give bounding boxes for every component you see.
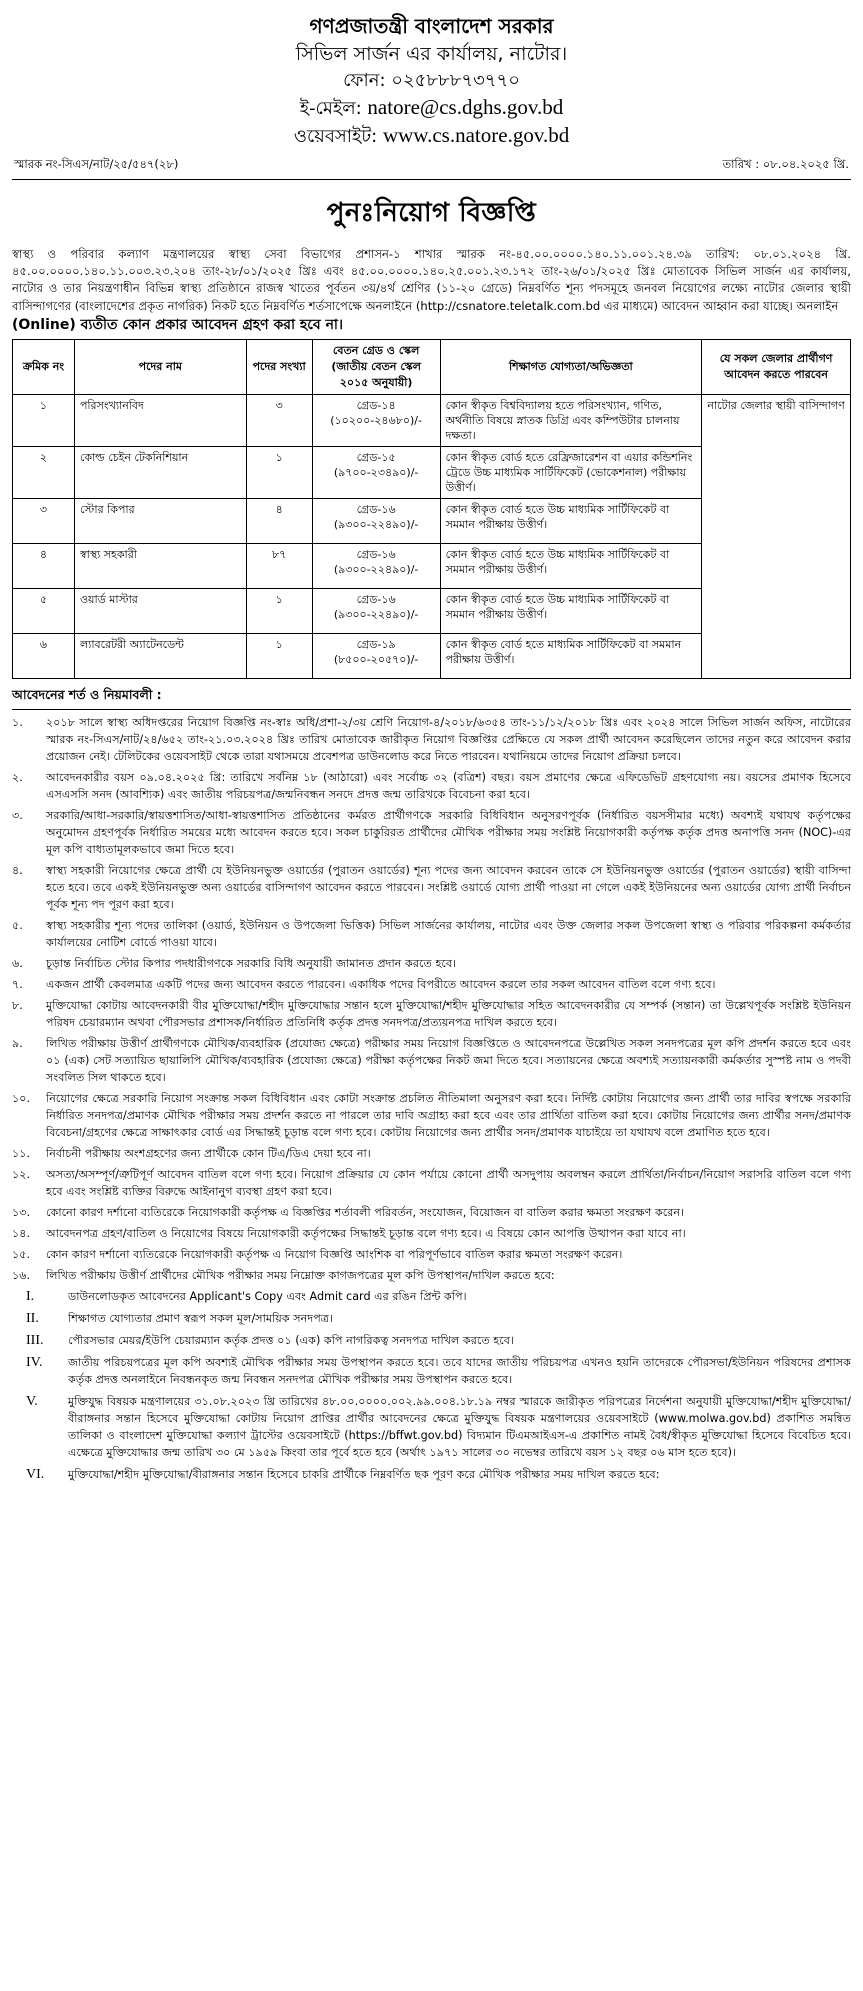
pay-scale: (৯৩০০-২২৪৯০)/- — [333, 562, 419, 576]
email-label: ই-মেইল: — [299, 98, 368, 119]
item-number: ৮. — [12, 998, 23, 1012]
cell-post: স্বাস্থ্য সহকারী — [74, 543, 246, 588]
grade-label: গ্রেড-১৬ — [356, 592, 396, 606]
item-number: I. — [26, 1288, 35, 1304]
cell-post: ওয়ার্ড মাস্টার — [74, 588, 246, 633]
col-header-qualification: শিক্ষাগত যোগ্যতা/অভিজ্ঞতা — [440, 339, 702, 394]
website-line — [12, 122, 851, 150]
item-number: VI. — [26, 1466, 45, 1482]
item-text: আবেদনকারীর বয়স ০৯.০৪.২০২৫ খ্রি: তারিখে সর্বনিম্ন ১৮ (আঠারো) এবং সর্বোচ্চ ৩২ (বত্রিশ) বছর। বয়স প্রমাণের ক্ষেত্রে এফিডেভিট গ্রহণযোগ্য নয়। বয়সের প্রমাণক হিসেবে এসএসসি সনদ (আবশ্যিক) এবং জাতীয় পরিচয়পত্র/জন্মনিবন্ধন সনদে প্রদত্ত জন্ম তারিখকে বিবেচনা করা হবে। — [46, 770, 851, 801]
item-number: ৭. — [12, 977, 23, 991]
cell-grade — [312, 498, 440, 543]
item-text: লিখিত পরীক্ষায় উত্তীর্ণ প্রার্থীগণকে মৌখিক/ব্যবহারিক (প্রযোজ্য ক্ষেত্রে) পরীক্ষার সময় নিয়োগ বিজ্ঞপ্তিতে ও আবেদনপত্রে উল্লেখিত সকল সনদপত্রের মূল কপি প্রদর্শন করতে হবে এবং ০১ (এক) সেট সত্যায়িত ছায়ালিপি মৌখিক/ব্যবহারিক (প্রযোজ্য ক্ষেত্রে) পরীক্ষা কর্তৃপক্ষের নিকট জমা দিতে হবে। সত্যায়নের ক্ষেত্রে অবশ্যই সত্যায়নকারী কর্মকর্তার সুস্পষ্ট নাম ও পদবী সংবলিত সিল থাকতে হবে। — [46, 1036, 851, 1084]
list-item — [12, 1310, 851, 1327]
header-divider — [12, 179, 851, 180]
item-number: ৬. — [12, 956, 23, 970]
vacancy-table — [12, 339, 851, 679]
website-address: www.cs.natore.gov.bd — [382, 123, 570, 147]
table-header-row — [13, 339, 851, 394]
list-item — [12, 1035, 851, 1086]
email-address: natore@cs.dghs.gov.bd — [367, 95, 564, 119]
item-text: কোন কারণ দর্শানো ব্যতিরেকে নিয়োগকারী কর্তৃপক্ষ এ নিয়োগ বিজ্ঞপ্তি আংশিক বা পরিপূর্ণভাবে বাতিল করার ক্ষমতা সংরক্ষণ করেন। — [46, 1247, 623, 1261]
item-number: ৫. — [12, 918, 23, 932]
cell-count: ১ — [246, 588, 312, 633]
grade-label: গ্রেড-১৪ — [356, 398, 396, 412]
email-line — [12, 94, 851, 122]
cell-post: ল্যাবরেটরী অ্যাটেনডেন্ট — [74, 633, 246, 678]
terms-list — [12, 714, 851, 1284]
col-header-district: যে সকল জেলার প্রার্থীগণ আবেদন করতে পারবেন — [702, 339, 851, 394]
item-number: ১. — [12, 715, 23, 729]
memo-row — [12, 156, 851, 175]
grade-label: গ্রেড-১৯ — [356, 637, 396, 651]
item-text: স্বাস্থ্য সহকারীর শূন্য পদের তালিকা (ওয়ার্ড, ইউনিয়ন ও উপজেলা ভিত্তিক) সিভিল সার্জনের কার্যালয়, নাটোর এবং উক্ত জেলার সকল উপজেলা স্বাস্থ্য ও পরিবার পরিকল্পনা কর্মকর্তার কার্যালয়ের নোটিশ বোর্ডে পাওয়া যাবে। — [46, 918, 851, 949]
item-text: মুক্তিযোদ্ধা কোটায় আবেদনকারী বীর মুক্তিযোদ্ধা/শহীদ মুক্তিযোদ্ধার সন্তান হলে মুক্তিযোদ্ধা/শহীদ মুক্তিযোদ্ধার সহিত আবেদনকারীর যে সম্পর্ক (সন্তান) তা উল্লেখপূর্বক সংশ্লিষ্ট ইউনিয়ন পরিষদ চেয়ারম্যান অথবা পৌরসভার প্রশাসক/নির্ধারিত প্রতিনিধি কর্তৃক প্রদত্ত সনদপত্র/প্রত্যয়নপত্র দাখিল করতে হবে। — [46, 998, 851, 1029]
document-checklist — [12, 1288, 851, 1483]
item-text: সরকারি/আধা-সরকারি/স্বায়ত্তশাসিত/আধা-স্বায়ত্তশাসিত প্রতিষ্ঠানের কর্মরত প্রার্থীগণকে সরকারি বিধিবিধান অনুসরণপূর্বক (নির্ধারিত বয়সসীমার মধ্যে) অবশ্যই যথাযথ কর্তৃপক্ষের অনুমোদন গ্রহণপূর্বক নির্ধারিত সময়ের মধ্যে আবেদন করতে হবে। সকল চাকুরিরত প্রার্থীদের মৌখিক পরীক্ষার সময় সংশ্লিষ্ট নিয়োগকারী কর্তৃপক্ষ কর্তৃক প্রদত্ত অনাপত্তি সনদ (NOC)-এর মূল কপি বাধ্যতামূলকভাবে জমা দিতে হবে। — [46, 808, 851, 856]
list-item — [12, 1246, 851, 1263]
item-number: ১৩. — [12, 1205, 31, 1219]
item-text: স্বাস্থ্য সহকারী নিয়োগের ক্ষেত্রে প্রার্থী যে ইউনিয়নভুক্ত ওয়ার্ডের (পুরাতন ওয়ার্ডের) শূন্য পদের জন্য আবেদন করবেন তাকে সে ইউনিয়নভুক্ত ওয়ার্ডের (পুরাতন ওয়ার্ডের) স্থায়ী বাসিন্দা হতে হবে। তবে একই ইউনিয়নভুক্ত অন্য ওয়ার্ডের বাসিন্দাগণ আবেদন করতে পারবেন। সংশ্লিষ্ট ওয়ার্ডে যোগ্য প্রার্থী পাওয়া না গেলে একই ইউনিয়নের অন্য ওয়ার্ডের যোগ্য প্রার্থী নির্বাচন পূর্বক শূন্য পদ পূরণ করা হবে। — [46, 863, 852, 911]
item-number: ২. — [12, 770, 23, 784]
item-number: ১৬. — [12, 1268, 31, 1282]
item-number: ১৪. — [12, 1226, 31, 1240]
notice-title: পুনঃনিয়োগ বিজ্ঞপ্তি — [326, 198, 537, 228]
cell-qualification: কোন স্বীকৃত বোর্ড হতে উচ্চ মাধ্যমিক সার্টিফিকেট বা সমমান পরীক্ষায় উত্তীর্ণ। — [440, 543, 702, 588]
col-header-count: পদের সংখ্যা — [246, 339, 312, 394]
cell-qualification: কোন স্বীকৃত বোর্ড হতে উচ্চ মাধ্যমিক সার্টিফিকেট বা সমমান পরীক্ষায় উত্তীর্ণ। — [440, 588, 702, 633]
item-number: V. — [26, 1393, 38, 1409]
item-number: IV. — [26, 1354, 43, 1370]
list-item — [12, 1354, 851, 1388]
cell-grade — [312, 394, 440, 446]
cell-count: ১ — [246, 446, 312, 498]
cell-post: কোল্ড চেইন টেকনিশিয়ান — [74, 446, 246, 498]
item-text: একজন প্রার্থী কেবলমাত্র একটি পদের জন্য আবেদন করতে পারবেন। একাধিক পদের বিপরীতে আবেদন করলে তার সকল আবেদন বাতিল বলে গণ্য হবে। — [46, 977, 716, 991]
cell-eligible-district: নাটোর জেলার স্থায়ী বাসিন্দাগণ — [702, 394, 851, 678]
item-text: নিয়োগের ক্ষেত্রে সরকারি নিয়োগ সংক্রান্ত সকল বিধিবিধান এবং কোটা সংক্রান্ত প্রচলিত নীতিমালা অনুসরণ করা হবে। নির্দিষ্ট কোটায় নিয়োগের জন্য প্রার্থী তার দাবির স্বপক্ষে সরকারি নির্ধারিত সনদপত্র/প্রমাণক মৌখিক পরীক্ষার সময় প্রদর্শন করতে না পারলে তার দাবি অগ্রাহ্য করা হবে এবং তার প্রার্থিতা বাতিল করা হবে। কোটায় নিয়োগের জন্য প্রার্থীর সনদ/প্রমাণক বিবেচনা/গ্রহণের ক্ষেত্রে সাক্ষাৎকার বোর্ড এর সিদ্ধান্তই চূড়ান্ত বলে গণ্য হবে। কোটায় নিয়োগের জন্য প্রার্থীর সনদ/প্রমাণক যাচাইয়ে তা যথাযথ বলে প্রমাণিত হতে হবে। — [46, 1091, 851, 1139]
list-item — [12, 1332, 851, 1349]
pay-scale: (৯৩০০-২২৪৯০)/- — [333, 517, 419, 531]
item-text: অসত্য/অসম্পূর্ণ/ত্রুটিপূর্ণ আবেদন বাতিল বলে গণ্য হবে। নিয়োগ প্রক্রিয়ার যে কোন পর্যায়ে কোনো প্রার্থী অসদুপায় অবলম্বন করলে প্রার্থিতা/নির্বাচন/নিয়োগ সরাসরি বাতিল বলে গণ্য হবে এবং সংশ্লিষ্ট ব্যক্তির বিরুদ্ধে আইনানুগ ব্যবস্থা গ্রহণ করা হবে। — [46, 1167, 851, 1198]
memo-ref: স্মারক নং-সিএস/নাট/২৫/৫৪৭(২৮) — [14, 157, 179, 171]
table-row — [13, 394, 851, 446]
item-number: ১০. — [12, 1091, 31, 1105]
item-number: ১১. — [12, 1146, 31, 1160]
pay-scale: (৯৩০০-২২৪৯০)/- — [333, 607, 419, 621]
phone-line: ফোন: ০২৫৮৮৮৭৩৭৭০ — [343, 70, 520, 91]
item-text: নির্বাচনী পরীক্ষায় অংশগ্রহণের জন্য প্রার্থীকে কোন টিএ/ডিএ দেয়া হবে না। — [46, 1146, 371, 1160]
cell-qualification: কোন স্বীকৃত বোর্ড হতে উচ্চ মাধ্যমিক সার্টিফিকেট বা সমমান পরীক্ষায় উত্তীর্ণ। — [440, 498, 702, 543]
website-label: ওয়েবসাইট: — [293, 126, 383, 147]
item-number: III. — [26, 1332, 44, 1348]
item-text: শিক্ষাগত যোগ্যতার প্রমাণ স্বরূপ সকল মূল/সাময়িক সনদপত্র। — [68, 1311, 334, 1325]
item-number: ৯. — [12, 1036, 23, 1050]
grade-label: গ্রেড-১৬ — [356, 502, 396, 516]
item-text: মুক্তিযুদ্ধ বিষয়ক মন্ত্রণালয়ের ৩১.০৮.২০২৩ খ্রি তারিখের ৪৮.০০.০০০০.০০২.৯৯.০০৪.১৮.১৯ নম্বর স্মারকে জারীকৃত পরিপত্রের নির্দেশনা অনুযায়ী মুক্তিযোদ্ধা/শহীদ মুক্তিযোদ্ধা/বীরাঙ্গনার সন্তান হিসেবে মুক্তিযোদ্ধা কোটায় নিয়োগ প্রাপ্তির প্রার্থীর আবেদনের ক্ষেত্রে মুক্তিযুদ্ধ বিষয়ক মন্ত্রণালয়ের ওয়েবসাইটে (www.molwa.gov.bd) প্রকাশিত সমন্বিত তালিকা ও বাংলাদেশ মুক্তিযোদ্ধা কল্যাণ ট্রাস্টের ওয়েবসাইটে (https://bffwt.gov.bd) বিদ্যমান টিএমআইএস-এ প্রকাশিত নামই বৈধ/স্বীকৃত মুক্তিযোদ্ধা হিসেবে বিবেচিত হবে। এক্ষেত্রে মুক্তিযোদ্ধার জন্ম তারিখ ৩০ মে ১৯৫৯ কিংবা তার পূর্বে হতে হবে (অর্থাৎ ১৯৭১ সালের ৩০ নভেম্বর তারিখে বয়স ১২ বছর ০৬ মাস হতে হবে)। — [68, 1394, 851, 1459]
cell-post: পরিসংখ্যানবিদ — [74, 394, 246, 446]
cell-sl: ৪ — [13, 543, 75, 588]
list-item — [12, 1204, 851, 1221]
item-number: ১৫. — [12, 1247, 31, 1261]
list-item — [12, 1288, 851, 1305]
list-item — [12, 997, 851, 1031]
cell-grade — [312, 543, 440, 588]
cell-grade — [312, 588, 440, 633]
pay-scale: (৮৫০০-২০৫৭০)/- — [333, 652, 419, 666]
memo-date: তারিখ : ০৮.০৪.২০২৫ খ্রি. — [722, 157, 849, 171]
cell-count: ৮৭ — [246, 543, 312, 588]
list-item — [12, 714, 851, 765]
cell-grade — [312, 633, 440, 678]
list-item — [12, 862, 851, 913]
cell-sl: ৬ — [13, 633, 75, 678]
cell-sl: ৫ — [13, 588, 75, 633]
pay-scale: (১০২০০-২৪৬৮০)/- — [330, 413, 422, 427]
list-item — [12, 976, 851, 993]
list-item — [12, 769, 851, 803]
item-text: লিখিত পরীক্ষায় উত্তীর্ণ প্রার্থীদের মৌখিক পরীক্ষার সময় নিম্নোক্ত কাগজপত্রের মূল কপি উপস্থাপন/দাখিল করতে হবে: — [46, 1268, 555, 1282]
pay-scale: (৯৭০০-২৩৪৯০)/- — [333, 465, 419, 479]
cell-sl: ২ — [13, 446, 75, 498]
list-item — [12, 1225, 851, 1242]
col-header-grade: বেতন গ্রেড ও স্কেল (জাতীয় বেতন স্কেল ২০১৫ অনুযায়ী) — [312, 339, 440, 394]
online-note: (Online) ব্যতীত কোন প্রকার আবেদন গ্রহণ করা হবে না। — [12, 316, 343, 333]
grade-label: গ্রেড-১৬ — [356, 547, 396, 561]
list-item — [12, 1166, 851, 1200]
cell-sl: ৩ — [13, 498, 75, 543]
letterhead — [12, 12, 851, 150]
item-text: পৌরসভার মেয়র/ইউপি চেয়ারম্যান কর্তৃক প্রদত্ত ০১ (এক) কপি নাগরিকত্ব সনদপত্র দাখিল করতে হবে। — [68, 1333, 514, 1347]
cell-count: ৪ — [246, 498, 312, 543]
terms-heading: আবেদনের শর্ত ও নিয়মাবলী : — [12, 687, 851, 710]
list-item — [12, 807, 851, 858]
list-item — [12, 917, 851, 951]
item-number: ১২. — [12, 1167, 31, 1181]
item-text: জাতীয় পরিচয়পত্রের মূল কপি অবশ্যই মৌখিক পরীক্ষার সময় উপস্থাপন করতে হবে। তবে যাদের জাতীয় পরিচয়পত্র এখনও হয়নি তাদেরকে পৌরসভা/ইউনিয়ন পরিষদের প্রশাসক কর্তৃক প্রদত্ত অনলাইনে নিবন্ধনকৃত জন্ম নিবন্ধন সনদপত্র মৌখিক পরীক্ষার সময় উপস্থাপন করতে হবে। — [68, 1355, 851, 1386]
item-text: ডাউনলোডকৃত আবেদনের Applicant's Copy এবং Admit card এর রঙিন প্রিন্ট কপি। — [68, 1289, 467, 1303]
item-text: মুক্তিযোদ্ধা/শহীদ মুক্তিযোদ্ধা/বীরাঙ্গনার সন্তান হিসেবে চাকরি প্রার্থীকে নিম্নবর্ণিত ছক পূরণ করে মৌখিক পরীক্ষার সময় দাখিল করতে হবে: — [68, 1467, 660, 1481]
intro-paragraph: স্বাস্থ্য ও পরিবার কল্যাণ মন্ত্রণালয়ের স্বাস্থ্য সেবা বিভাগের প্রশাসন-১ শাখার স্মারক নং-৪৫.০০.০০০০.১৪০.১১.০০১.২৪.৩৯ তারিখ: ০৮.০১.২০২৪ খ্রি. ৪৫.০০.০০০০.১৪০.১১.০০৩.২৩.২০৪ তাং-২৮/০১/২০২৫ খ্রিঃ এবং ৪৫.০০.০০০০.১৪০.২৫.০০১.২৩.১৭২ তাং-২৬/০১/২০২৫ খ্রিঃ মোতাবেক সিভিল সার্জন এর কার্যালয়, নাটোর ও তার নিয়ন্ত্রণাধীন বিভিন্ন স্বাস্থ্য প্রতিষ্ঠানে রাজস্ব খাতের পূর্বতন ৩য়/৪র্থ শ্রেণির (১১-২০ গ্রেডে) নিম্নবর্ণিত শূন্য পদসমূহে জনবল নিয়োগের লক্ষ্যে নাটোর জেলার স্থায়ী বাসিন্দাগণের (বাংলাদেশের প্রকৃত নাগরিক) নিকট হতে নিম্নবর্ণিত শর্তসাপেক্ষে অনলাইনে (http://csnatore.teletalk.com.bd এর মাধ্যমে) আবেদন আহ্বান করা যাচ্ছে। অনলাইন — [12, 247, 851, 313]
item-text: আবেদনপত্র গ্রহণ/বাতিল ও নিয়োগের বিষয়ে নিয়োগকারী কর্তৃপক্ষের সিদ্ধান্তই চূড়ান্ত বলে গণ্য হবে। এ বিষয়ে কোন আপত্তি উত্থাপন করা যাবে না। — [46, 1226, 686, 1240]
cell-grade — [312, 446, 440, 498]
col-header-post: পদের নাম — [74, 339, 246, 394]
cell-sl: ১ — [13, 394, 75, 446]
item-number: ৪. — [12, 863, 23, 877]
cell-qualification: কোন স্বীকৃত বোর্ড হতে মাধ্যমিক সার্টিফিকেট বা সমমান পরীক্ষায় উত্তীর্ণ। — [440, 633, 702, 678]
list-item — [12, 1466, 851, 1483]
item-text: কোনো কারণ দর্শানো ব্যতিরেকে নিয়োগকারী কর্তৃপক্ষ এ বিজ্ঞপ্তির শর্তাবলী পরিবর্তন, সংযোজন, বিয়োজন বা বাতিল করার ক্ষমতা সংরক্ষণ করেন। — [46, 1205, 685, 1219]
cell-qualification: কোন স্বীকৃত বোর্ড হতে রেফ্রিজারেশন বা এয়ার কন্ডিশনিং ট্রেডে উচ্চ মাধ্যমিক সার্টিফিকেট (ভোকেশনাল) পরীক্ষায় উত্তীর্ণ। — [440, 446, 702, 498]
item-number: ৩. — [12, 808, 23, 822]
grade-label: গ্রেড-১৫ — [356, 450, 396, 464]
list-item — [12, 1267, 851, 1284]
item-text: চূড়ান্ত নির্বাচিত স্টোর কিপার পদধারীগণকে সরকারি বিধি অনুযায়ী জামানত প্রদান করতে হবে। — [46, 956, 457, 970]
cell-count: ১ — [246, 633, 312, 678]
item-text: ২০১৮ সালে স্বাস্থ্য অধিদপ্তরের নিয়োগ বিজ্ঞপ্তি নং-স্বাঃ অধি/প্রশা-২/৩য় শ্রেণি নিয়োগ-৪/২০১৮/৬৩৫৪ তাং-১১/১২/২০১৮ খ্রিঃ এবং ২০২৪ সালে সিভিল সার্জন অফিস, নাটোরের স্মারক নং-সিএস/নাট/২৪/৬৫২ তাং-২১.০৩.২০২৪ খ্রিঃ তারিখ মোতাবেক জারীকৃত নিয়োগ বিজ্ঞপ্তির প্রেক্ষিতে যে সকল প্রার্থী আবেদন করেছিলেন তাদের নতুন করে আবেদন করার প্রয়োজন নেই। টেলিটকের ওয়েবসাইট থেকে তারা যথাসময়ে প্রবেশপত্র ডাউনলোড করে নিতে পারবেন। যথানিয়মে তাদের নিয়োগ প্রক্রিয়া চলবে। — [46, 715, 851, 763]
list-item — [12, 1145, 851, 1162]
cell-count: ৩ — [246, 394, 312, 446]
cell-post: স্টোর কিপার — [74, 498, 246, 543]
list-item — [12, 1393, 851, 1461]
cell-qualification: কোন স্বীকৃত বিশ্ববিদ্যালয় হতে পরিসংখ্যান, গণিত, অর্থনীতি বিষয়ে স্নাতক ডিগ্রি এবং কম্পিউটার চালনায় দক্ষতা। — [440, 394, 702, 446]
list-item — [12, 1090, 851, 1141]
office-name: সিভিল সার্জন এর কার্যালয়, নাটোর। — [295, 43, 568, 65]
list-item — [12, 955, 851, 972]
col-header-sl: ক্রমিক নং — [13, 339, 75, 394]
item-number: II. — [26, 1310, 39, 1326]
government-name: গণপ্রজাতন্ত্রী বাংলাদেশ সরকার — [309, 14, 554, 38]
